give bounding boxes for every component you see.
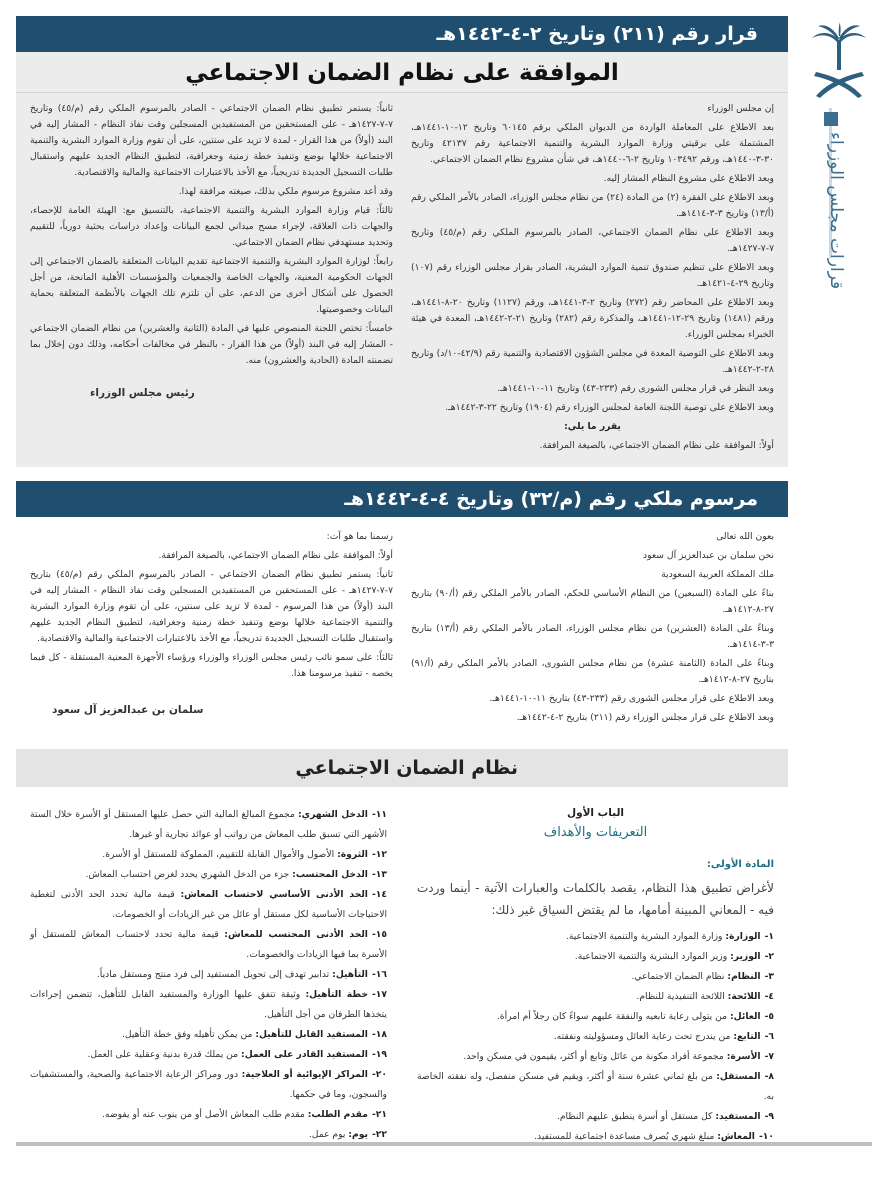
definition-item	[417, 947, 774, 967]
definitions-list-right	[417, 927, 774, 1147]
definition-item	[30, 925, 387, 965]
definition-term: الثروة:	[337, 849, 368, 860]
decision-paragraph: خامساً: تختص اللجنة المنصوص عليها في المادة (الثانية والعشرين) من نظام الضمان الاجتماعي - المشار إليه في البند (أولاً) من هذا القرار - بالنظر في مخالفات أحكامه، وذلك دون إخلال بما تضمنته المادة (الحادية والعشرون) منه.	[30, 323, 393, 366]
decree-signature: سلمان بن عبدالعزيز آل سعود	[52, 704, 204, 716]
definition-text: مجموعة أفراد مكونة من عائل وتابع أو أكثر، يقيمون في مسكن واحد.	[463, 1051, 724, 1062]
decision-paragraph: بعد الاطلاع على المعاملة الواردة من الديوان الملكي برقم ٦٠١٤٥ وتاريخ ١٢-١٠-١٤٤١هـ، المشتملة على برقيتي وزارة الموارد البشرية والتنمية الاجتماعية رقم ٤٢١٣٧ وتاريخ ٣٠-٣-١٤٤٠هـ، ورقم ١٠٣٤٩٢ وتاريخ ٢-٦-١٤٤٠هـ، في شأن مشروع نظام الضمان الاجتماعي.	[411, 122, 775, 165]
rail-marker	[824, 112, 838, 126]
definition-term: الوزارة:	[725, 931, 761, 942]
definition-text: نظام الضمان الاجتماعي.	[631, 971, 725, 982]
rail-section-label: قرارات مجلس الوزراء	[826, 132, 846, 290]
definition-number: ١٤-	[371, 889, 388, 900]
definition-term: الأسرة:	[726, 1051, 761, 1062]
definition-item	[30, 1065, 387, 1105]
decree-paragraph: بناءً على المادة (السبعين) من النظام الأساسي للحكم، الصادر بالأمر الملكي رقم (أ/٩٠) بتاريخ ٢٧-٨-١٤١٢هـ.	[411, 588, 774, 615]
article-intro: لأغراض تطبيق هذا النظام، يقصد بالكلمات والعبارات الآتية - أينما وردت فيه - المعاني المبينة أمامها، ما لم يقتض السياق غير ذلك:	[417, 881, 774, 917]
definition-text: مبلغ شهري يُصرف مساعدة اجتماعية للمستفيد.	[534, 1131, 715, 1142]
decree-right-column	[411, 529, 774, 729]
definition-term: الدخل الشهري:	[298, 809, 368, 820]
decision-paragraph: ثالثاً: قيام وزارة الموارد البشرية والتنمية الاجتماعية، بالتنسيق مع: الهيئة العامة للإحصاء، والجهات ذات العلاقة، لإجراء مسح ميداني لجمع البيانات وإعداد دراسات بحثية دورياً، للتقييم وتحديد مستهدفي نظام الضمان الاجتماعي.	[30, 205, 393, 248]
definition-text: يوم عمل.	[308, 1129, 346, 1140]
system-left-column	[30, 805, 387, 1147]
definition-term: المراكز الإيوائية أو العلاجية:	[241, 1069, 368, 1080]
definition-number: ١٢-	[371, 849, 387, 860]
decree-paragraph: وبعد الاطلاع على قرار مجلس الوزراء رقم (٢١١) بتاريخ ٢-٤-١٤٤٢هـ.	[516, 712, 774, 723]
definition-number: ١٦-	[371, 969, 387, 980]
definition-number: ١٩-	[371, 1049, 387, 1060]
definition-term: الوزير:	[730, 951, 761, 962]
definition-text: الأصول والأموال القابلة للتقييم، المملوكة للمستقل أو الأسرة.	[102, 849, 335, 860]
definition-item	[30, 865, 387, 885]
definition-term: الحد الأدنى المحتسب للمعاش:	[224, 929, 368, 940]
definition-number: ٣-	[764, 971, 774, 982]
social-security-system-section	[16, 749, 788, 1157]
page-content	[16, 16, 788, 1157]
decision-paragraph: وقد أعد مشروع مرسوم ملكي بذلك، صيغته مرافقة لهذا.	[178, 186, 393, 197]
article-title: المادة الأولى:	[706, 859, 774, 870]
definition-term: التأهيل:	[332, 969, 368, 980]
definition-term: العائل:	[730, 1011, 761, 1022]
definition-number: ٩-	[764, 1111, 774, 1122]
definition-number: ٨-	[764, 1071, 774, 1082]
definition-term: النظام:	[727, 971, 761, 982]
definition-text: مجموع المبالغ المالية التي حصل عليها المستقل أو الأسرة خلال الستة الأشهر التي تسبق طلب المعاش من رواتب أو عوائد تجارية أو غيرها.	[30, 809, 387, 840]
decision-paragraph: وبعد النظر في قرار مجلس الشورى رقم (٢٣٣-٤٣) وتاريخ ١١-١٠-١٤٤١هـ.	[497, 383, 774, 394]
decree-paragraph: بعون الله تعالى	[716, 531, 774, 542]
definition-item	[30, 805, 387, 845]
definition-item	[30, 985, 387, 1025]
decree-paragraph: رسمنا بما هو آت:	[326, 531, 393, 542]
decision-paragraph: وبعد الاطلاع على تنظيم صندوق تنمية الموارد البشرية، الصادر بقرار مجلس الوزراء رقم (١٠٧) وتاريخ ٢٩-٤-١٤٢١هـ.	[411, 262, 774, 289]
definition-item	[30, 885, 387, 925]
definition-term: اللائحة:	[727, 991, 761, 1002]
definition-number: ١٨-	[371, 1029, 387, 1040]
definition-text: تدابير تهدف إلى تحويل المستفيد إلى فرد منتج ومستقل مادياً.	[96, 969, 330, 980]
definition-term: المستفيد القابل للتأهيل:	[255, 1029, 368, 1040]
definition-term: المعاش:	[717, 1131, 755, 1142]
definition-number: ٧-	[764, 1051, 774, 1062]
definition-term: يوم:	[348, 1129, 368, 1140]
system-banner: نظام الضمان الاجتماعي	[16, 749, 788, 787]
decision-section	[16, 16, 788, 467]
decision-panel	[16, 52, 788, 467]
definition-term: الدخل المحتسب:	[292, 869, 368, 880]
definition-number: ٤-	[764, 991, 774, 1002]
definitions-list-left	[30, 805, 387, 1145]
decision-paragraph: أولاً: الموافقة على نظام الضمان الاجتماعي، بالصيغة المرافقة.	[539, 440, 774, 451]
decree-banner: مرسوم ملكي رقم (م/٣٢) وتاريخ ٤-٤-١٤٤٢هـ	[16, 481, 788, 517]
decision-right-column	[411, 101, 774, 457]
definition-number: ١-	[764, 931, 774, 942]
definition-item	[417, 1027, 774, 1047]
definition-item	[417, 1067, 774, 1107]
definition-text: قيمة مالية تحدد لاحتساب المعاش للمستقل أو الأسرة بما فيها الزيادات والخصومات.	[30, 929, 387, 960]
definition-number: ١٥-	[371, 929, 387, 940]
definition-text: مقدم طلب المعاش الأصل أو من ينوب عنه أو يفوضه.	[101, 1109, 305, 1120]
chapter-label: الباب الأول	[566, 807, 625, 819]
definition-text: وزارة الموارد البشرية والتنمية الاجتماعية.	[565, 931, 723, 942]
decision-banner: قرار رقم (٢١١) وتاريخ ٢-٤-١٤٤٢هـ	[16, 16, 788, 52]
definition-text: دور ومراكز الرعاية الاجتماعية والصحية، والمستشفيات والسجون، وما في حكمها.	[30, 1069, 387, 1100]
definition-item	[30, 1025, 387, 1045]
decision-signature: رئيس مجلس الوزراء	[90, 387, 195, 399]
definition-number: ٢١-	[371, 1109, 387, 1120]
decree-paragraph: نحن سلمان بن عبدالعزيز آل سعود	[643, 550, 774, 561]
decree-left-column	[30, 529, 393, 729]
decision-paragraph: وبعد الاطلاع على مشروع النظام المشار إليه.	[603, 173, 774, 184]
decision-paragraph: رابعاً: لوزارة الموارد البشرية والتنمية الاجتماعية تقديم البيانات المتعلقة بالضمان الاجتماعي إلى الجهات الحكومية المعنية، والجهات الخاصة والجمعيات والمؤسسات الأهلية المانحة، من أجل الحصول على أشكال أخرى من الدعم، على أن تلتزم تلك الجهات بالأنظمة المتعلقة بحماية البيانات وخصوصيتها.	[30, 256, 393, 315]
definition-text: من يتولى رعاية تابعيه والنفقة عليهم سواءً كان رجلاً أم امرأة.	[496, 1011, 728, 1022]
definition-item	[417, 927, 774, 947]
definition-item	[417, 1047, 774, 1067]
definition-text: قيمة مالية تحدد الحد الأدنى لتغطية الاحتياجات الأساسية لكل مستقل أو عائل من غير الزيادات أو الخصومات.	[30, 889, 387, 920]
decision-paragraph: وبعد الاطلاع على المحاضر رقم (٢٧٢) وتاريخ ٢-٣-١٤٤١هـ، ورقم (١١٢٧) وتاريخ ٢٠-٨-١٤٤١هـ، ورقم (١٤٨١) وتاريخ ٢٩-١٢-١٤٤١هـ، والمذكرة رقم (٢٨٢) وتاريخ ٢١-٢-١٤٤٢هـ، المعدة في هيئة الخبراء بمجلس الوزراء.	[411, 297, 774, 340]
definition-number: ٥-	[764, 1011, 774, 1022]
definition-text: كل مستقل أو أسرة ينطبق عليهم النظام.	[556, 1111, 713, 1122]
definition-item	[30, 1105, 387, 1125]
definition-term: المستفيد القادر على العمل:	[241, 1049, 368, 1060]
decision-paragraph: إن مجلس الوزراء	[707, 103, 774, 114]
definition-text: وثيقة تتفق عليها الوزارة والمستفيد القابل للتأهيل، تتضمن إجراءات يتخذها الطرفان من أجل التأهيل.	[30, 989, 387, 1020]
decree-paragraph: وبعد الاطلاع على قرار مجلس الشورى رقم (٢٣٣-٤٣) بتاريخ ١١-١٠-١٤٤١هـ.	[489, 693, 774, 704]
definition-term: مقدم الطلب:	[307, 1109, 368, 1120]
definition-term: المستفيد:	[715, 1111, 761, 1122]
definition-item	[417, 987, 774, 1007]
definition-number: ٦-	[764, 1031, 774, 1042]
definition-number: ١١-	[371, 809, 387, 820]
definition-number: ١٧-	[371, 989, 387, 1000]
definition-number: ٢-	[764, 951, 774, 962]
saudi-emblem-icon	[810, 22, 868, 102]
decision-title: الموافقة على نظام الضمان الاجتماعي	[16, 52, 788, 93]
definition-number: ٢٢-	[371, 1129, 387, 1140]
definition-item	[30, 1045, 387, 1065]
definition-text: من يندرج تحت رعاية العائل ومسؤوليته ونفقته.	[553, 1031, 731, 1042]
definition-term: الحد الأدنى الأساسي لاحتساب المعاش:	[180, 889, 368, 900]
decree-paragraph: ثانياً: يستمر تطبيق نظام الضمان الاجتماعي - الصادر بالمرسوم الملكي رقم (م/٤٥) بتاريخ ٧-٧-١٤٢٧هـ - على المستحقين من المستفيدين المسجلين وقت نفاذ النظام - المشار إليه في البند (أولاً) من هذا المرسوم - لمدة لا تزيد على سنتين، على أن تقوم وزارة الموارد البشرية والتنمية الاجتماعية خلالها بوضع وتنفيذ خطة زمنية وجغرافية، لتطبيق النظام الجديد عليهم واستقبال طلبات التسجيل الجديدة تدريجياً، مع الأخذ بالاعتبارات الاجتماعية والمالية والاقتصادية.	[30, 569, 393, 644]
definition-item	[30, 965, 387, 985]
decree-paragraph: وبناءً على المادة (الثامنة عشرة) من نظام مجلس الشورى، الصادر بالأمر الملكي رقم (أ/٩١) بتاريخ ٢٧-٨-١٤١٢هـ.	[411, 658, 774, 685]
system-right-column	[417, 805, 774, 1147]
decision-paragraph: وبعد الاطلاع على الفقرة (٢) من المادة (٢٤) من نظام مجلس الوزراء، الصادر بالأمر الملكي رقم (أ/١٣) وتاريخ ٣-٣-١٤١٤هـ.	[411, 192, 774, 219]
definition-text: من يملك قدرة بدنية وعقلية على العمل.	[87, 1049, 239, 1060]
decision-left-column	[30, 101, 393, 457]
definition-item	[417, 1107, 774, 1127]
decree-paragraph: وبناءً على المادة (العشرين) من نظام مجلس الوزراء، الصادر بالأمر الملكي رقم (أ/١٣) بتاريخ ٣-٣-١٤١٤هـ.	[411, 623, 774, 650]
page-bottom-rule	[16, 1142, 872, 1146]
chapter-title: التعريفات والأهداف	[543, 825, 648, 840]
decision-paragraph: ثانياً: يستمر تطبيق نظام الضمان الاجتماعي - الصادر بالمرسوم الملكي رقم (م/٤٥) وتاريخ ٧-٧-١٤٢٧هـ - على المستحقين من المستفيدين المسجلين وقت نفاذ النظام - المشار إليه في البند (أولاً) من هذا القرار - لمدة لا تزيد على سنتين، على أن تقوم وزارة الموارد البشرية والتنمية الاجتماعية خلالها بوضع وتنفيذ خطة زمنية وجغرافية، لتطبيق النظام الجديد عليهم واستقبال طلبات التسجيل الجديدة تدريجياً، مع الأخذ بالاعتبارات الاجتماعية والمالية والاقتصادية.	[30, 103, 393, 178]
definition-term: التابع:	[733, 1031, 761, 1042]
decision-paragraph: وبعد الاطلاع على التوصية المعدة في مجلس الشؤون الاقتصادية والتنمية رقم (٤٢/٩-١٠/د) وتاريخ ٢٨-٢-١٤٤٢هـ.	[411, 348, 774, 375]
definition-text: من بلغ ثماني عشرة سنة أو أكثر، ويقيم في مسكن منفصل، وله نفقته الخاصة به.	[417, 1071, 774, 1102]
definition-text: جزء من الدخل الشهري يحدد لغرض احتساب المعاش.	[85, 869, 290, 880]
definition-term: المستقل:	[716, 1071, 761, 1082]
decree-paragraph: أولاً: الموافقة على نظام الضمان الاجتماعي، بالصيغة المرافقة.	[158, 550, 393, 561]
definition-text: وزير الموارد البشرية والتنمية الاجتماعية.	[574, 951, 728, 962]
definition-item	[30, 845, 387, 865]
definition-item	[417, 967, 774, 987]
side-rail	[796, 0, 882, 1200]
definition-term: خطة التأهيل:	[305, 989, 368, 1000]
definition-item	[417, 1007, 774, 1027]
definition-number: ١٣-	[371, 869, 387, 880]
decree-paragraph: ثالثاً: على سمو نائب رئيس مجلس الوزراء والوزراء ورؤساء الأجهزة المعنية المستقلة - كل فيما يخصه - تنفيذ مرسومنا هذا.	[30, 652, 393, 679]
decision-paragraph: يقرر ما يلي:	[564, 421, 621, 432]
decree-paragraph: ملك المملكة العربية السعودية	[661, 569, 774, 580]
definition-number: ١٠-	[758, 1131, 774, 1142]
chapter-heading	[417, 805, 774, 841]
royal-decree-section	[16, 481, 788, 739]
decision-paragraph: وبعد الاطلاع على توصية اللجنة العامة لمجلس الوزراء رقم (١٩٠٤) وتاريخ ٢٢-٣-١٤٤٢هـ.	[445, 402, 774, 413]
definition-number: ٢٠-	[371, 1069, 387, 1080]
decision-paragraph: وبعد الاطلاع على نظام الضمان الاجتماعي، الصادر بالمرسوم الملكي رقم (م/٤٥) وتاريخ ٧-٧-١٤٢٧هـ.	[411, 227, 774, 254]
definition-text: اللائحة التنفيذية للنظام.	[636, 991, 725, 1002]
definition-text: من يمكن تأهيله وفق خطة التأهيل.	[121, 1029, 253, 1040]
